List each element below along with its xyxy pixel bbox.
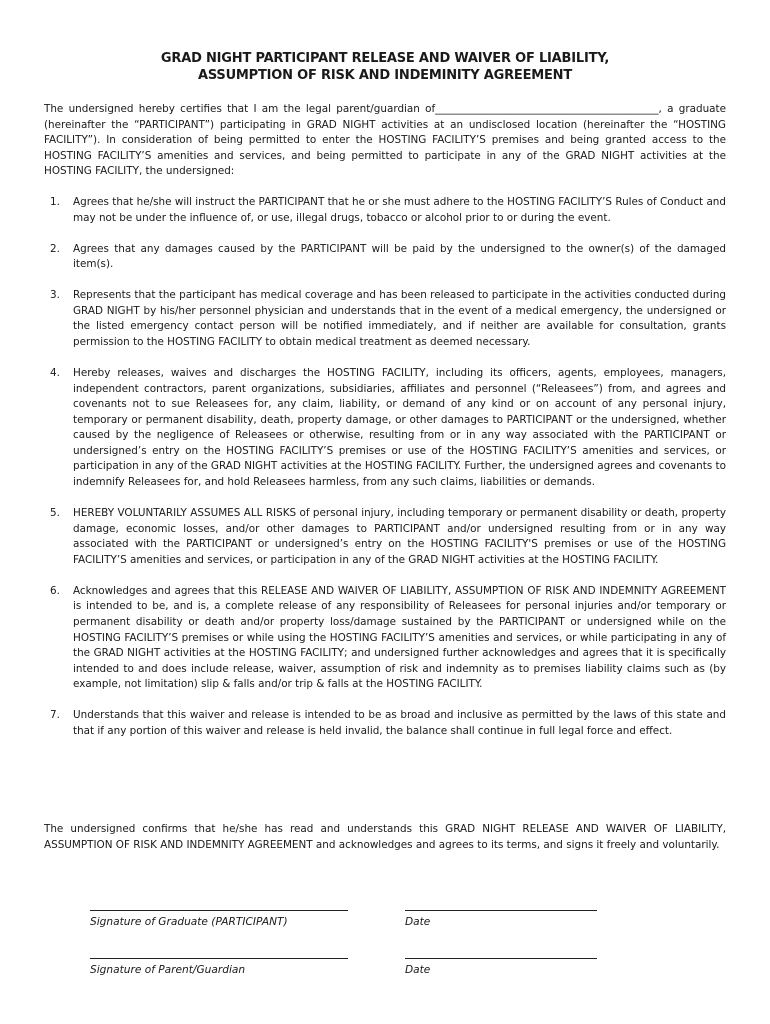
- item-text: Agrees that he/she will instruct the PARTICIPANT that he or she must adhere to the HOSTING FACILITY’S Rules of Conduct and may not be under the influence of, or use, illegal drugs, tobacco or alcohol prior to or during the event.: [73, 196, 726, 224]
- title-line-1: GRAD NIGHT PARTICIPANT RELEASE AND WAIVER OF LIABILITY,: [160, 51, 610, 66]
- parent-date-block[interactable]: [405, 958, 597, 977]
- item-text: Hereby releases, waives and discharges the HOSTING FACILITY, including its officers, agents, employees, managers, independent contractors, parent organizations, subsidiaries, affiliates and personnel (“Releasees”) from, and agrees and covenants not to sue Releasees for, any claim, liability, or demand of any kind or on account of any personal injury, temporary or permanent disability, death, property damage, or other damages to PARTICIPANT or the undersigned, whether caused by the negligence of Releasees or otherwise, resulting from or in any way associated with the PARTICIPANT or undersigned’s entry on the HOSTING FACILITY’S premises or use of the HOSTING FACILITY’S amenities and services, or participation in any of the GRAD NIGHT activities at the HOSTING FACILITY. Further, the undersigned agrees and covenants to indemnify Releasees for, and hold Releasees harmless, from any such claims, liabilities or demands.: [73, 366, 726, 489]
- item-text: Acknowledges and agrees that this RELEASE AND WAIVER OF LIABILITY, ASSUMPTION OF RISK AND INDEMNITY AGREEMENT is intended to be, and is, a complete release of any responsibility of Releasees for personal injuries and/or temporary or permanent disability or death and/or property loss/damage sustained by the PARTICIPANT or undersigned while on the HOSTING FACILITY’S premises or while using the HOSTING FACILITY’S amenities and services, or while participating in any of the GRAD NIGHT activities at the HOSTING FACILITY; and undersigned further acknowledges and agrees that it is specifically intended to and does include release, waiver, assumption of risk and indemnity as to premises liability claims such as (by example, not limitation) slip & falls and/or trip & falls at the HOSTING FACILITY.: [73, 584, 726, 691]
- item-text: HEREBY VOLUNTARILY ASSUMES ALL RISKS of personal injury, including temporary or permanent disability or death, property damage, economic losses, and/or other damages to PARTICIPANT and/or undersigned resulting from or in any way associated with the PARTICIPANT or undersigned’s entry on the HOSTING FACILITY'S premises or use of the HOSTING FACILITY’S amenities and services, or participation in any of the GRAD NIGHT activities at the HOSTING FACILITY.: [73, 507, 726, 566]
- graduate-signature-block[interactable]: [90, 910, 348, 929]
- item-number: 3.: [50, 289, 60, 302]
- item-text: Agrees that any damages caused by the PARTICIPANT will be paid by the undersigned to the owner(s) of the damaged item(s).: [73, 242, 726, 271]
- graduate-date-label: Date: [405, 916, 431, 928]
- agreement-item-1: [44, 195, 726, 226]
- document-title: [40, 50, 730, 84]
- item-number: 6.: [50, 584, 60, 597]
- title-line-2: ASSUMPTION OF RISK AND INDEMINITY AGREEMENT: [197, 68, 573, 83]
- closing-paragraph: The undersigned confirms that he/she has read and understands this GRAD NIGHT RELEASE AND WAIVER OF LIABILITY, ASSUMPTION OF RISK AND INDEMNITY AGREEMENT and acknowledges and agrees to its terms, and signs it freely and voluntarily.: [44, 823, 726, 851]
- agreement-item-6: [44, 584, 726, 693]
- parent-date-label: Date: [405, 964, 431, 976]
- agreement-item-5: [44, 506, 726, 568]
- graduate-date-block[interactable]: [405, 910, 597, 929]
- item-text: Understands that this waiver and release is intended to be as broad and inclusive as permitted by the laws of this state and that if any portion of this waiver and release is held invalid, the balance shall continue in full legal force and effect.: [73, 709, 726, 737]
- item-number: 4.: [50, 366, 60, 379]
- parent-signature-block[interactable]: [90, 958, 348, 977]
- graduate-signature-line[interactable]: [90, 910, 348, 911]
- item-number: 5.: [50, 507, 60, 520]
- agreement-item-7: [44, 708, 726, 739]
- agreement-list: [44, 195, 726, 755]
- item-number: 1.: [50, 196, 60, 208]
- parent-signature-line[interactable]: [90, 958, 348, 959]
- agreement-item-3: [44, 288, 726, 350]
- parent-date-line[interactable]: [405, 958, 597, 959]
- intro-paragraph: The undersigned hereby certifies that I am the legal parent/guardian of___________________________________________, a graduate (hereinafter the “PARTICIPANT”) participating in GRAD NIGHT activities at an undisclosed location (hereinafter the “HOSTING FACILITY”). In consideration of being permitted to enter the HOSTING FACILITY’S premises and being granted access to the HOSTING FACILITY’S amenities and services, and being permitted to participate in any of the GRAD NIGHT activities at the HOSTING FACILITY, the undersigned:: [44, 103, 726, 178]
- item-number: 2.: [50, 242, 60, 255]
- graduate-signature-label: Signature of Graduate (PARTICIPANT): [90, 916, 288, 928]
- agreement-item-4: [44, 366, 726, 491]
- graduate-date-line[interactable]: [405, 910, 597, 911]
- item-number: 7.: [50, 709, 60, 722]
- parent-signature-label: Signature of Parent/Guardian: [90, 964, 246, 976]
- item-text: Represents that the participant has medical coverage and has been released to participate in the activities conducted during GRAD NIGHT by his/her personnel physician and understands that in the event of a medical emergency, the undersigned or the listed emergency contact person will be notified immediately, and if neither are available for consultation, grants permission to the HOSTING FACILITY to obtain medical treatment as deemed necessary.: [73, 289, 726, 348]
- agreement-item-2: [44, 242, 726, 273]
